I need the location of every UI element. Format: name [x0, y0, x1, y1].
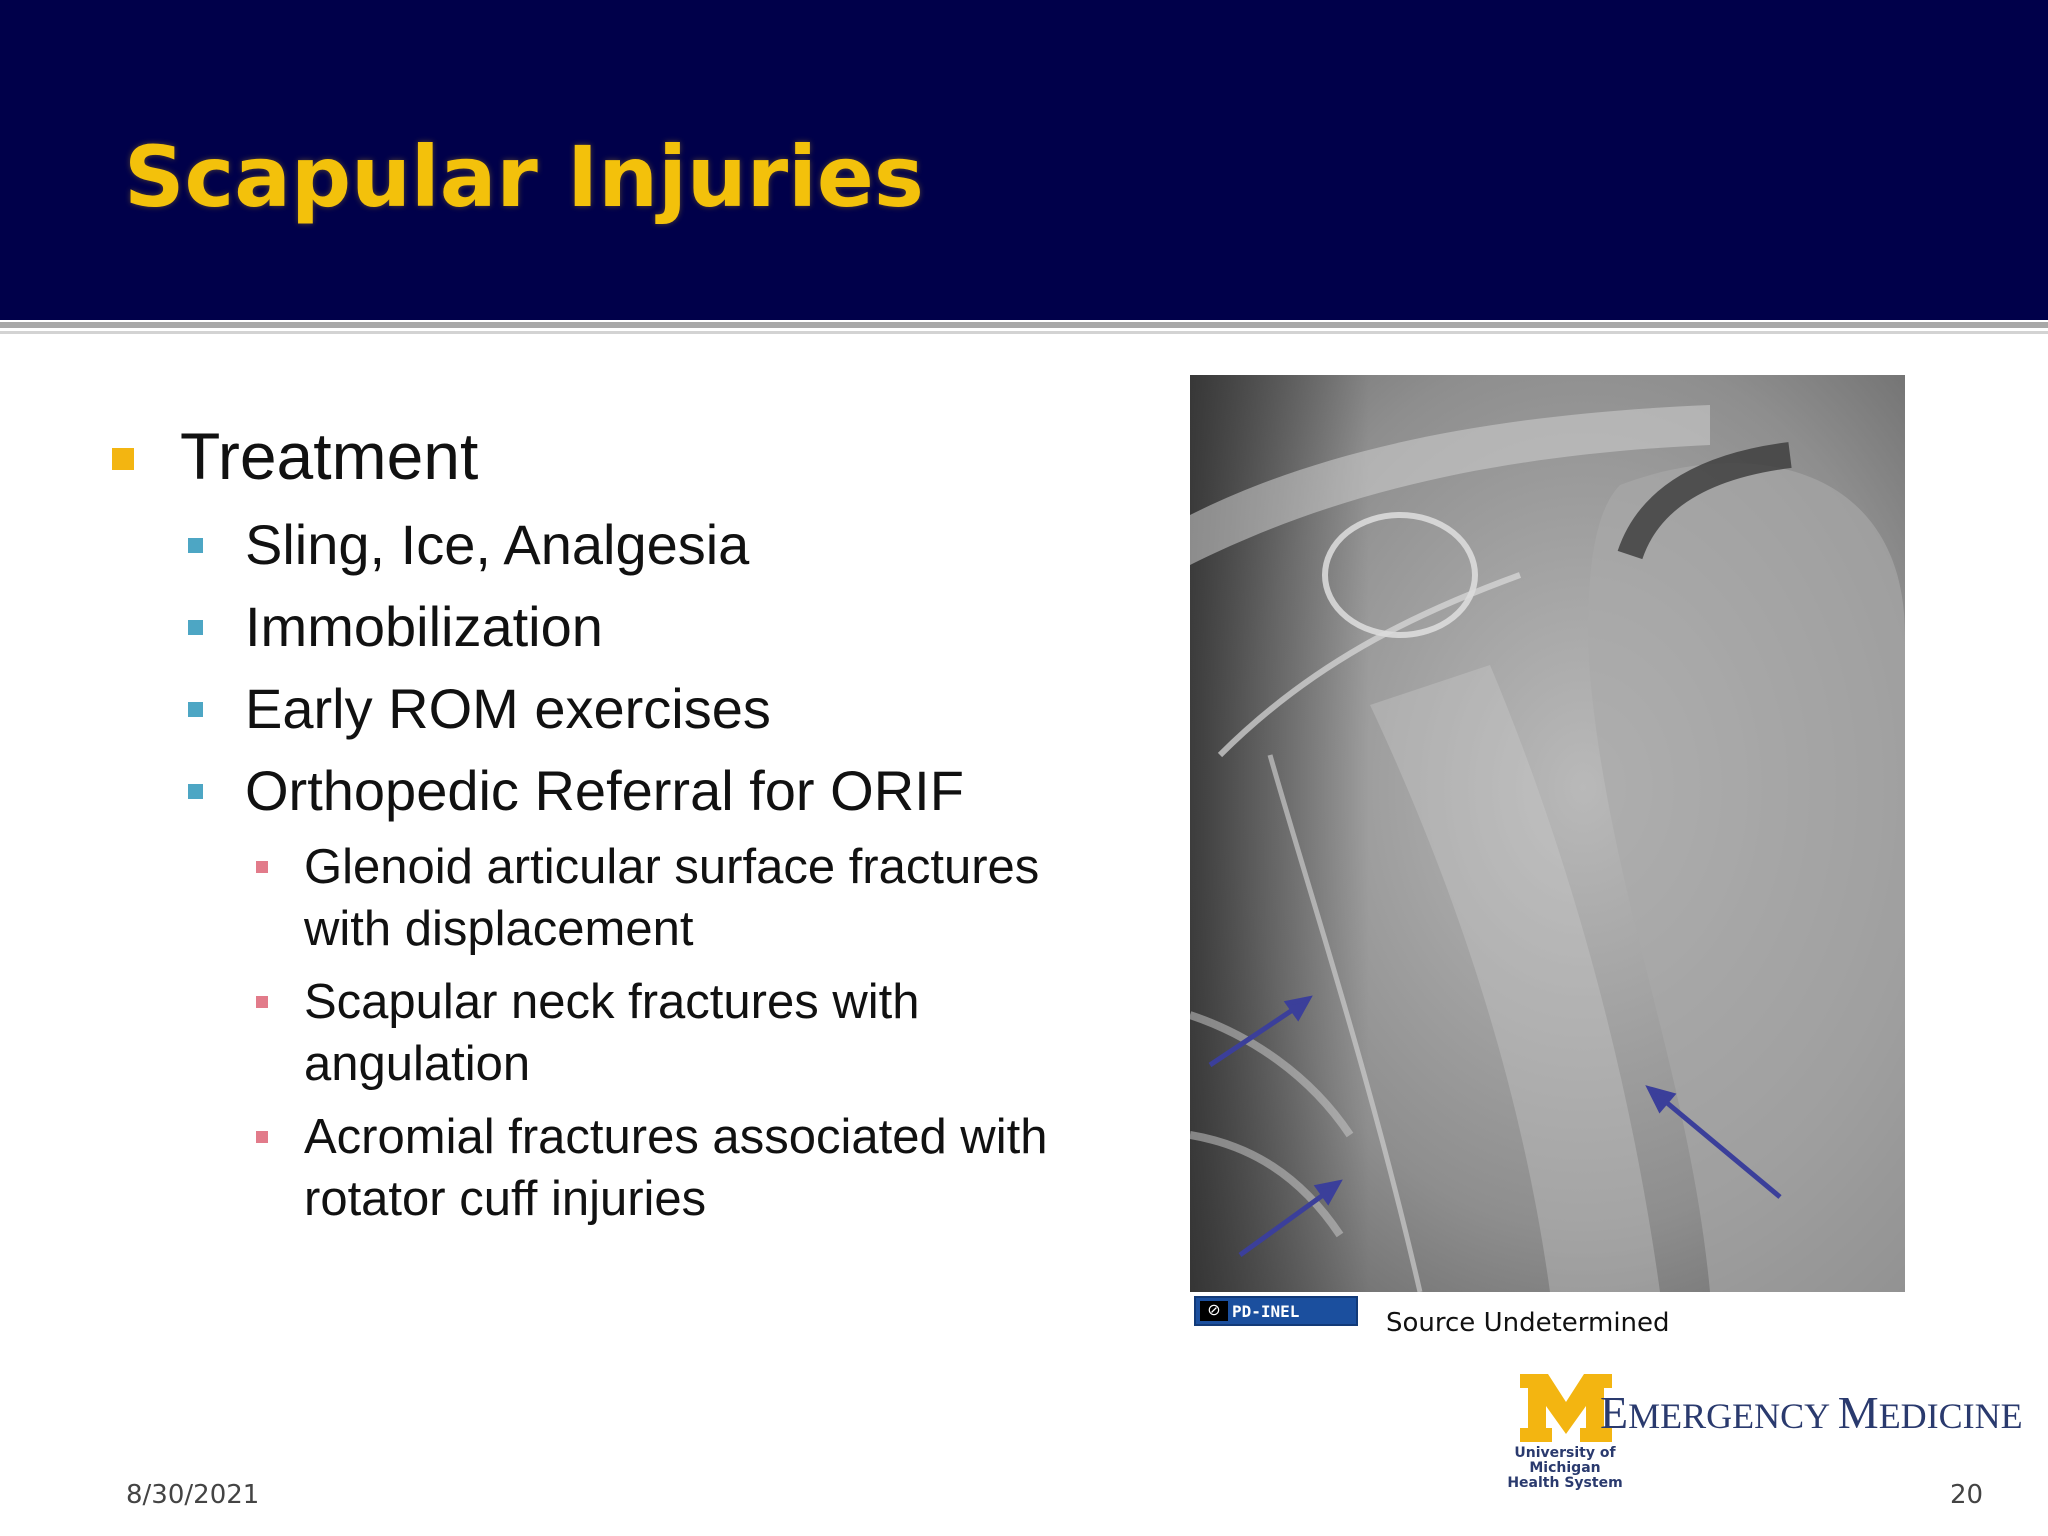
- public-domain-icon: ⊘: [1200, 1301, 1228, 1321]
- sub-bullet-scapular-neck-line2: angulation: [304, 1037, 531, 1091]
- bullet-square-icon: [188, 702, 203, 717]
- sub-bullet-glenoid-line2: with displacement: [304, 902, 694, 956]
- logo-word-2: EDICINE: [1878, 1396, 2023, 1436]
- image-source-caption: Source Undetermined: [1386, 1308, 1670, 1338]
- sub-bullet-acromial-line2: rotator cuff injuries: [304, 1172, 707, 1226]
- bullet-sling: Sling, Ice, Analgesia: [245, 513, 750, 576]
- sub-bullet-scapular-neck-line1: Scapular neck fractures with: [304, 975, 920, 1029]
- bullet-square-icon: [112, 448, 134, 470]
- slide-title: Scapular Injuries: [124, 128, 924, 226]
- logo-subtitle-line2: Health System: [1507, 1475, 1623, 1491]
- sub-bullet-acromial: [304, 1106, 1047, 1230]
- bullet-immobilization: Immobilization: [245, 595, 603, 658]
- bullet-square-icon: [256, 861, 268, 873]
- bullet-orthopedic-referral: Orthopedic Referral for ORIF: [245, 759, 964, 822]
- logo-subtitle-line1: University of Michigan: [1514, 1445, 1616, 1476]
- sub-bullet-scapular-neck: [304, 971, 920, 1095]
- slide-number: 20: [1950, 1480, 1984, 1510]
- bullet-treatment: Treatment: [180, 419, 479, 493]
- logo-letter-e: E: [1600, 1387, 1629, 1438]
- bullet-square-icon: [188, 538, 203, 553]
- bullet-square-icon: [256, 1131, 268, 1143]
- license-badge: [1194, 1296, 1358, 1326]
- xray-graphic: [1190, 375, 1905, 1292]
- bullet-square-icon: [188, 620, 203, 635]
- shoulder-xray-image: [1190, 375, 1905, 1292]
- bullet-early-rom: Early ROM exercises: [245, 677, 771, 740]
- divider-line: [0, 322, 2048, 328]
- bullet-square-icon: [188, 784, 203, 799]
- sub-bullet-glenoid: [304, 836, 1039, 960]
- logo-letter-m: M: [1837, 1387, 1879, 1438]
- logo-subtitle: [1490, 1446, 1640, 1491]
- sub-bullet-acromial-line1: Acromial fractures associated with: [304, 1110, 1048, 1164]
- logo-wordmark: [1600, 1386, 2023, 1439]
- license-badge-label: PD-INEL: [1232, 1302, 1300, 1321]
- bullet-square-icon: [256, 996, 268, 1008]
- slide-date: 8/30/2021: [126, 1480, 260, 1510]
- sub-bullet-glenoid-line1: Glenoid articular surface fractures: [304, 840, 1040, 894]
- logo-word-1: MERGENCY: [1628, 1396, 1838, 1436]
- divider-line-thin: [0, 331, 2048, 334]
